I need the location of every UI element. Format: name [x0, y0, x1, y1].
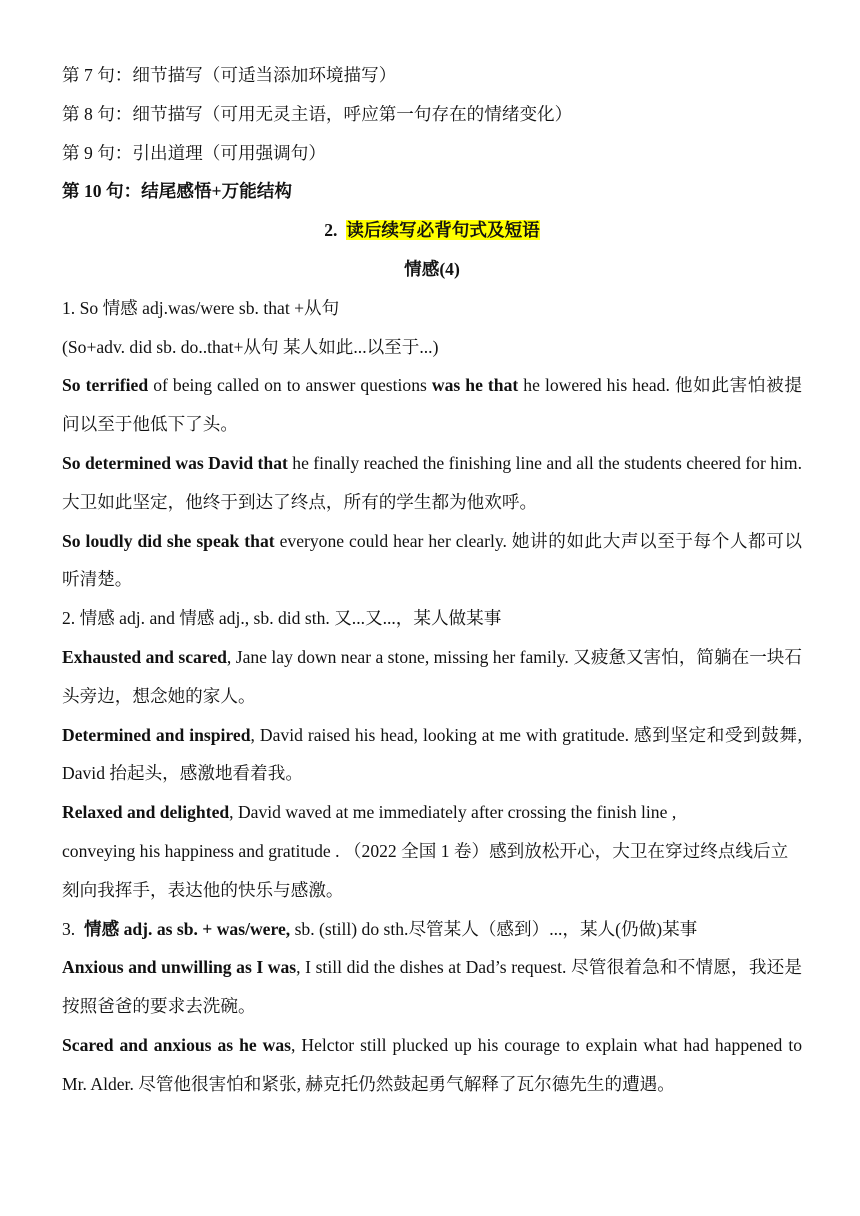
intro-line-9: 第 9 句：引出道理（可用强调句）: [62, 142, 326, 163]
example-keyword: Relaxed and delighted: [62, 802, 230, 823]
pattern-2-example-2: [62, 716, 802, 794]
pattern-1-example-1: [62, 366, 802, 444]
pattern-3-formula: 情感 adj. as sb. + was/were,: [84, 918, 291, 939]
pattern-2-example-3: [62, 793, 802, 909]
pattern-3-heading: [62, 910, 802, 949]
example-text: of being called on to answer questions: [148, 375, 432, 396]
example-text: he lowered his head. 他如此害怕被提问以至于他低下了头。: [62, 375, 802, 435]
intro-line-7: 第 7 句：细节描写（可适当添加环境描写）: [62, 65, 397, 85]
pattern-1-example-2: [62, 444, 802, 522]
pattern-1-note: (So+adv. did sb. do..that+从句 某人如此...以至于...): [62, 336, 439, 357]
pattern-3-example-2: [62, 1026, 802, 1104]
pattern-1-example-3: [62, 522, 802, 600]
intro-line-10: 第 10 句：结尾感悟+万能结构: [62, 181, 292, 202]
pattern-3-number: 3.: [62, 918, 76, 939]
example-text: everyone could hear her clearly. 她讲的如此大声以至于每个人都可以听清楚。: [62, 530, 802, 590]
example-text: conveying his happiness and gratitude . （2022 全国 1 卷）感到放松开心，大卫在穿过终点线后立刻向我挥手，表达他的快乐与感激。: [62, 840, 789, 900]
example-keyword: Exhausted and scared: [62, 646, 227, 667]
intro-line-8: 第 8 句：细节描写（可用无灵主语，呼应第一句存在的情绪变化）: [62, 103, 573, 124]
pattern-3-meaning: sb. (still) do sth.尽管某人（感到）...，某人(仍做)某事: [290, 918, 698, 939]
example-text: , I still did the dishes at Dad’s request. 尽管很着急和不情愿，我还是按照爸爸的要求去洗碗。: [62, 957, 802, 1017]
section-heading: [62, 211, 802, 250]
example-keyword: So determined was David that: [62, 452, 288, 473]
example-keyword: was he that: [431, 375, 519, 396]
example-text: , David raised his head, looking at me with gratitude. 感到坚定和受到鼓舞, David 抬起头，感激地看着我。: [62, 724, 803, 784]
section-subtitle: 情感(4): [404, 258, 460, 279]
example-keyword: Anxious and unwilling as I was: [62, 957, 297, 978]
example-keyword: So loudly did she speak that: [62, 530, 275, 551]
example-text: , Jane lay down near a stone, missing her family. 又疲惫又害怕，简躺在一块石头旁边，想念她的家人。: [62, 646, 803, 706]
example-text: he finally reached the finishing line and all the students cheered for him. 大卫如此坚定，他终于到达了终点，所有的学生都为他欢呼。: [62, 452, 802, 512]
pattern-3-example-1: [62, 948, 802, 1026]
section-number: 2.: [324, 220, 338, 241]
example-keyword: So terrified: [62, 375, 149, 396]
example-text: , David waved at me immediately after crossing the finish line ,: [229, 802, 677, 823]
pattern-2-heading: 2. 情感 adj. and 情感 adj., sb. did sth. 又...又...，某人做某事: [62, 608, 502, 629]
example-keyword: Scared and anxious as he was: [62, 1034, 292, 1055]
section-title: 读后续写必背句式及短语: [346, 220, 540, 241]
pattern-1-heading: 1. So 情感 adj.was/were sb. that +从句: [62, 297, 340, 318]
document-page: [62, 56, 802, 1104]
pattern-2-example-1: [62, 638, 802, 716]
example-text: , Helctor still plucked up his courage to explain what had happened to Mr. Alder. 尽管他很害怕和紧张, 赫克托仍然鼓起勇气解释了瓦尔德先生的遭遇。: [62, 1034, 802, 1094]
example-keyword: Determined and inspired: [62, 724, 251, 745]
